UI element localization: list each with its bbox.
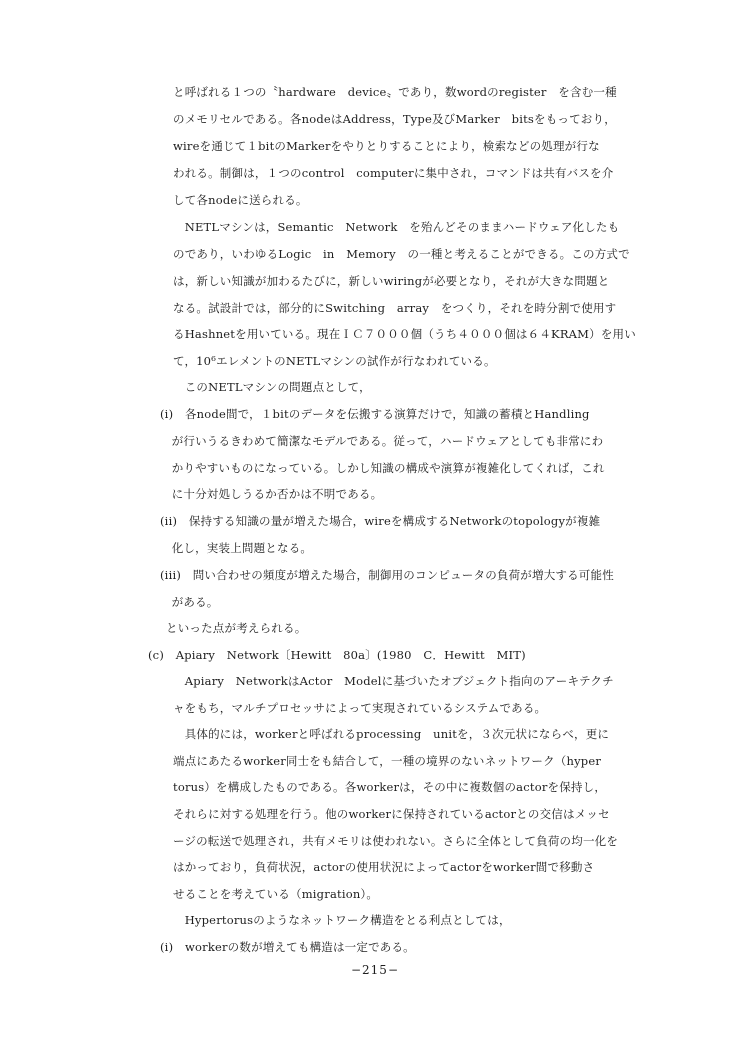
text-line: がある。 — [160, 595, 219, 609]
text-line: (i) 各node間で，１bitのデータを伝搬する演算だけで，知識の蓄積とHandling — [160, 407, 590, 421]
text-line: は，新しい知識が加わるたびに，新しいwiringが必要となり，それが大きな問題と — [173, 274, 610, 288]
text-line: 具体的には，workerと呼ばれるprocessing unitを，３次元状にならべ，更に — [173, 727, 610, 741]
text-line: われる。制御は，１つのcontrol computerに集中され，コマンドは共有バスを介 — [173, 166, 614, 180]
text-line: NETLマシンは，Semantic Network を殆んどそのままハードウェア化したも — [173, 220, 620, 234]
text-line: と呼ばれる１つの〝hardware device〟であり，数wordのregister を含む一種 — [173, 85, 617, 99]
text-line: かりやすいものになっている。しかし知識の構成や演算が複雑化してくれば，これ — [160, 461, 605, 475]
text-line: はかっており，負荷状況，actorの使用状況によってactorをworker間で移動さ — [173, 860, 595, 874]
text-line: るHashnetを用いている。現在ＩＣ７０００個（うち４０００個は６４KRAM）を用い — [173, 327, 636, 341]
text-line: torus）を構成したものである。各workerは，その中に複数個のactorを保持し， — [173, 780, 607, 794]
text-line: のメモリセルである。各nodeはAddress，Type及びMarker bitsをもっており， — [173, 112, 616, 126]
text-line: Apiary NetworkはActor Modelに基づいたオブジェクト指向のアーキテクチ — [173, 674, 614, 688]
text-line: 化し，実装上問題となる。 — [160, 541, 313, 555]
text-line: のであり，いわゆるLogic in Memory の一種と考えることができる。この方式で — [173, 247, 630, 261]
text-line: といった点が考えられる。 — [166, 621, 307, 635]
page-number: −215− — [350, 963, 399, 977]
text-line: が行いうるきわめて簡潔なモデルである。従って，ハードウェアとしても非常にわ — [160, 434, 604, 448]
text-line: 端点にあたるworker同士をも結合して，一種の境界のないネットワーク（hyper — [173, 754, 602, 768]
text-line: せることを考えている（migration）。 — [173, 887, 379, 901]
text-line: て，10⁶エレメントのNETLマシンの試作が行なわれている。 — [173, 354, 496, 368]
text-line: wireを通じて１bitのMarkerをやりとりすることにより，検索などの処理が行な — [173, 139, 600, 153]
text-line: (c) Apiary Network〔Hewitt 80a〕(1980 C．Hewitt MIT) — [148, 648, 526, 662]
text-line: Hypertorusのようなネットワーク構造をとる利点としては， — [173, 913, 511, 927]
text-line: このNETLマシンの問題点として， — [173, 380, 371, 394]
text-line: なる。試設計では，部分的にSwitching array をつくり，それを時分割で使用す — [173, 301, 617, 315]
text-line: ージの転送で処理され，共有メモリは使われない。さらに全体として負荷の均一化を — [173, 834, 619, 848]
text-line: ャをもち，マルチプロセッサによって実現されているシステムである。 — [173, 701, 547, 715]
text-line: (ii) 保持する知識の量が増えた場合，wireを構成するNetworkのtopologyが複雑 — [160, 514, 601, 528]
text-line: (i) workerの数が増えても構造は一定である。 — [160, 940, 415, 954]
text-line: それらに対する処理を行う。他のworkerに保持されているactorとの交信はメッセ — [173, 807, 610, 821]
text-line: に十分対処しうるか否かは不明である。 — [160, 487, 383, 501]
text-line: して各nodeに送られる。 — [173, 193, 308, 207]
text-line: (iii) 問い合わせの頻度が増えた場合，制御用のコンピュータの負荷が増大する可能性 — [160, 568, 614, 582]
